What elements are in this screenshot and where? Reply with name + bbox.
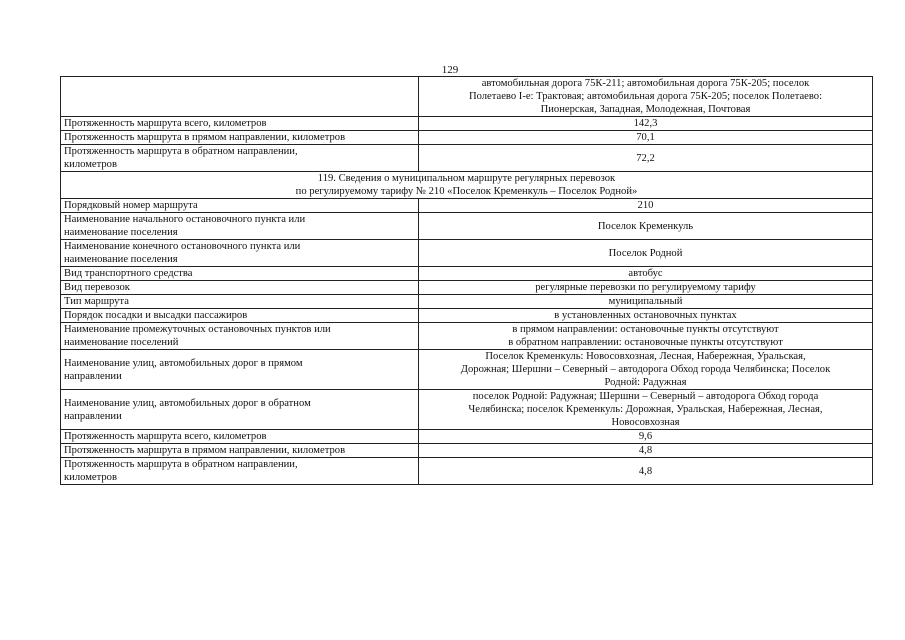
label-line: наименование поселений — [64, 337, 179, 348]
continuation-row — [61, 77, 873, 117]
streets-forward-value — [419, 350, 873, 390]
transport-kind-value: регулярные перевозки по регулируемому тарифу — [419, 281, 873, 295]
label-line: наименование поселения — [64, 254, 178, 265]
label-line: наименование поселения — [64, 227, 178, 238]
label-line: Наименование промежуточных остановочных пунктов или — [64, 324, 331, 335]
end-stop-label — [61, 240, 419, 267]
section-title-line: 119. Сведения о муниципальном маршруте регулярных перевозок — [317, 173, 616, 184]
reverse-length-row — [61, 458, 873, 485]
vehicle-type-value: автобус — [419, 267, 873, 281]
intermediate-stops-row — [61, 323, 873, 350]
streets-reverse-row — [61, 390, 873, 430]
transport-kind-row — [61, 281, 873, 295]
label-line: Протяженность маршрута в обратном направлении, — [64, 146, 298, 157]
forward-length-row — [61, 444, 873, 458]
route-number-label: Порядковый номер маршрута — [61, 199, 419, 213]
start-stop-value: Поселок Кременкуль — [419, 213, 873, 240]
value-line: в прямом направлении: остановочные пункты отсутствуют — [512, 324, 779, 335]
forward-length-label: Протяженность маршрута в прямом направлении, километров — [61, 444, 419, 458]
reverse-length-label — [61, 458, 419, 485]
page-number: 129 — [441, 64, 459, 76]
streets-reverse-value — [419, 390, 873, 430]
streets-forward-label — [61, 350, 419, 390]
value-line: в обратном направлении: остановочные пункты отсутствуют — [508, 337, 783, 348]
start-stop-row — [61, 213, 873, 240]
continuation-streets-cell — [419, 77, 873, 117]
value-line: поселок Родной: Радужная; Шершни – Северный – автодорога Обход города — [472, 391, 819, 402]
boarding-order-value: в установленных остановочных пунктах — [419, 309, 873, 323]
prev-reverse-length-row — [61, 145, 873, 172]
end-stop-value: Поселок Родной — [419, 240, 873, 267]
reverse-length-value: 4,8 — [419, 458, 873, 485]
vehicle-type-label: Вид транспортного средства — [61, 267, 419, 281]
route-type-label: Тип маршрута — [61, 295, 419, 309]
section-header-row — [61, 172, 873, 199]
label-line: Наименование улиц, автомобильных дорог в обратном — [64, 397, 311, 409]
boarding-order-label: Порядок посадки и высадки пассажиров — [61, 309, 419, 323]
route-info-table — [60, 76, 873, 485]
continuation-line: Полетаево I-е: Трактовая; автомобильная дорога 75К-205; поселок Полетаево: — [468, 91, 823, 102]
start-stop-label — [61, 213, 419, 240]
streets-forward-row — [61, 350, 873, 390]
route-number-row — [61, 199, 873, 213]
forward-length-value: 4,8 — [419, 444, 873, 458]
value-line: Дорожная; Шершни – Северный – автодорога Обход города Челябинска; Поселок — [460, 364, 831, 375]
empty-label-cell — [61, 77, 419, 117]
total-length-label: Протяженность маршрута всего, километров — [61, 430, 419, 444]
intermediate-stops-value — [419, 323, 873, 350]
streets-reverse-label — [61, 390, 419, 430]
total-length-row — [61, 430, 873, 444]
section-title-line: по регулируемому тарифу № 210 «Поселок Кременкуль – Поселок Родной» — [295, 186, 638, 197]
value-line: Новосовхозная — [611, 417, 680, 428]
total-length-value: 9,6 — [419, 430, 873, 444]
end-stop-row — [61, 240, 873, 267]
boarding-order-row — [61, 309, 873, 323]
prev-forward-length-value: 70,1 — [419, 131, 873, 145]
value-line: Челябинска; поселок Кременкуль: Дорожная, Уральская, Набережная, Лесная, — [468, 404, 823, 415]
prev-forward-length-row — [61, 131, 873, 145]
prev-reverse-length-label — [61, 145, 419, 172]
intermediate-stops-label — [61, 323, 419, 350]
label-line: километров — [64, 472, 117, 483]
vehicle-type-row — [61, 267, 873, 281]
label-line: Наименование конечного остановочного пункта или — [64, 241, 301, 252]
transport-kind-label: Вид перевозок — [61, 281, 419, 295]
prev-forward-length-label: Протяженность маршрута в прямом направлении, километров — [61, 131, 419, 145]
prev-total-length-label: Протяженность маршрута всего, километров — [61, 117, 419, 131]
section-header — [61, 172, 873, 199]
continuation-line: Пионерская, Западная, Молодежная, Почтовая — [540, 104, 751, 115]
route-number-value: 210 — [419, 199, 873, 213]
prev-total-length-value: 142,3 — [419, 117, 873, 131]
continuation-line: автомобильная дорога 75К-211; автомобильная дорога 75К-205; поселок — [481, 78, 810, 89]
label-line: направлении — [64, 410, 122, 422]
label-line: Наименование начального остановочного пункта или — [64, 214, 306, 225]
label-line: Протяженность маршрута в обратном направлении, — [64, 459, 298, 470]
label-line: направлении — [64, 370, 122, 382]
prev-total-length-row — [61, 117, 873, 131]
label-line: километров — [64, 159, 117, 170]
value-line: Родной: Радужная — [604, 377, 687, 388]
label-line: Наименование улиц, автомобильных дорог в прямом — [64, 357, 303, 369]
route-type-row — [61, 295, 873, 309]
prev-reverse-length-value: 72,2 — [419, 145, 873, 172]
route-type-value: муниципальный — [419, 295, 873, 309]
value-line: Поселок Кременкуль: Новосовхозная, Лесная, Набережная, Уральская, — [485, 351, 806, 362]
